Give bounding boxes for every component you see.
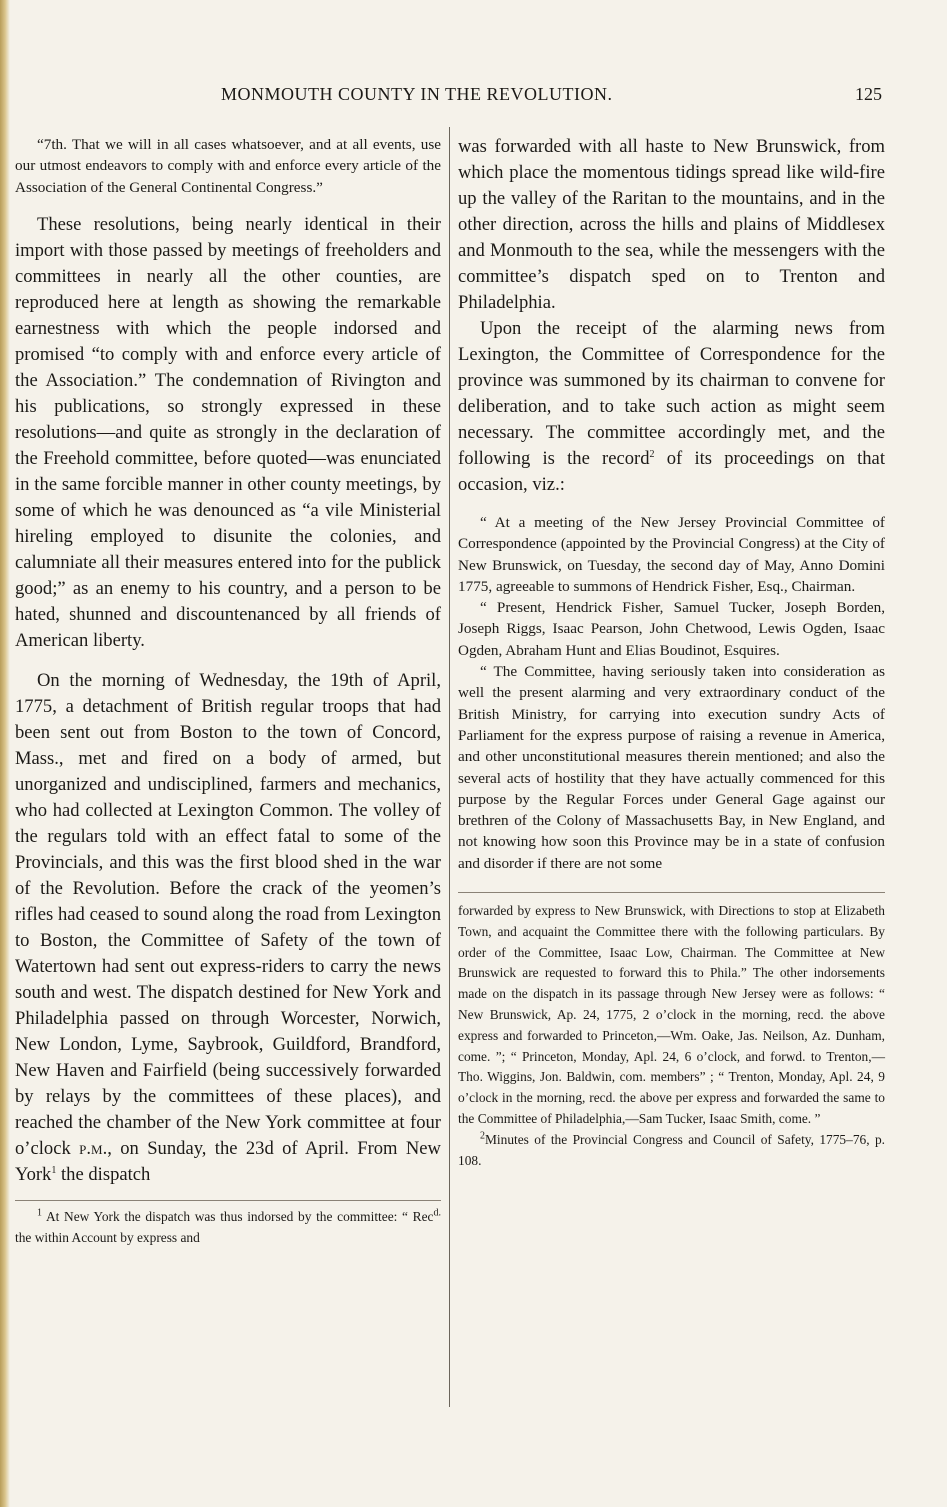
left-column [15, 134, 441, 1248]
paragraph-lexington-text: On the morning of Wednesday, the 19th of April, 1775, a detachment of British regular troops that had been sent out from Boston to the town of Concord, Mass., met and fired on a body of armed, but unorganized and undisciplined, farmers and mechanics, who had collected at Lexington Common. The volley of the regulars told with an effect fatal to some of the Provincials, and this was the first blood shed in the war of the Revolution. Before the crack of the yeomen’s rifles had ceased to sound along the road from Lexington to Boston, the Committee of Safety of the town of Watertown had sent out express-riders to carry the news south and west. The dispatch destined for New York and Philadelphia passed on through Worcester, Norwich, New London, Lyme, Saybrook, Guildford, Brandford, New Haven and Fairfield (being successively forwarded by relays by the committees of these places), and reached the chamber of the New York committee at four o’clock [15, 669, 441, 1159]
page-binding-edge [0, 0, 10, 1507]
minutes-present: “ Present, Hendrick Fisher, Samuel Tucker, Joseph Borden, Joseph Riggs, Isaac Pearson, John Chetwood, Lewis Ogden, Isaac Ogden, Abraham Hunt and Elias Boudinot, Esquires. [458, 599, 885, 659]
paragraph-lexington-tail-b: the dispatch [56, 1163, 151, 1185]
footnote-2-text: Minutes of the Provincial Congress and Council of Safety, 1775–76, p. 108. [458, 1131, 885, 1168]
footnote-1-number: 1 [37, 1207, 42, 1219]
time-pm: p.m. [79, 1137, 108, 1159]
footnote-rule [15, 1200, 441, 1201]
minutes-meeting: “ At a meeting of the New Jersey Provincial Committee of Correspondence (appointed by the Provincial Congress) at the City of New Brunswick, on Tuesday, the second day of May, Anno Domini 1775, agreeable to summons of Hendrick Fisher, Esq., Chairman. [458, 514, 885, 595]
quoted-resolution: “7th. That we will in all cases whatsoever, and at all events, use our utmost endeavors to comply with and enforce every article of the Association of the General Continental Congress.” [15, 136, 441, 196]
footnote-2 [458, 1130, 885, 1172]
column-divider [449, 127, 450, 1407]
running-title: MONMOUTH COUNTY IN THE REVOLUTION. [221, 84, 613, 104]
paragraph-resolutions: These resolutions, being nearly identical in their import with those passed by meetings of freeholders and committees in nearly all the other counties, are reproduced here at length as showing the remarkable earnestness with which the people indorsed and promised “to comply with and enforce every article of the Association.” The condemnation of Rivington and his publications, so strongly expressed in these resolutions—and quite as strongly in the declaration of the Freehold committee, before quoted—was enunciated in the same forcible manner in other county meetings, by some of which he was denounced as “a vile Ministerial hireling employed to disunite the colonies, and calumniate all their measures entered into for the publick good;” as an enemy to his country, and a person to be hated, shunned and discountenanced by all friends of American liberty. [15, 213, 441, 651]
footnote-1-text-b: the within Account by express and [15, 1229, 200, 1245]
footnote-ref-2: 2 [649, 448, 655, 460]
footnote-rule-right [458, 892, 885, 893]
paragraph-committee-tail: of its proceedings on that occasion, viz.: [458, 448, 885, 495]
paragraph-committee-text: Upon the receipt of the alarming news from Lexington, the Committee of Correspondence for the province was summoned by its chairman to convene for deliberation, and to take such action as might seem necessary. The committee accordingly met, and the following is the record [458, 318, 885, 469]
footnote-1-superscript: d. [433, 1207, 441, 1219]
paragraph-committee [458, 316, 885, 498]
paragraph-dispatch: was forwarded with all haste to New Brunswick, from which place the momentous tidings spread like wild-fire up the valley of the Raritan to the mountains, and in the other direction, across the hills and plains of Middlesex and Monmouth to the sea, while the messengers with the committee’s dispatch sped on to Trenton and Philadelphia. [458, 136, 885, 313]
footnote-1-continued: forwarded by express to New Brunswick, with Directions to stop at Elizabeth Town, and acquaint the Committee there with the following particulars. By order of the Committee, Isaac Low, Chairman. The Committee at New Brunswick are requested to forward this to Phila.” The other indorsements made on the dispatch in its passage through New Jersey were as follows: “ New Brunswick, Ap. 24, 1775, 2 o’clock in the morning, recd. the above express and forwarded to Princeton,—Wm. Oake, Jas. Neilson, Az. Dunham, come. ”; “ Princeton, Monday, Apl. 24, 6 o’clock, and forwd. to Trenton,—Tho. Wiggins, Jon. Baldwin, com. members” ; “ Trenton, Monday, Apl. 24, 9 o’clock in the morning, recd. the above per express and forwarded the same to the Committee of Philadelphia,—Sam Tucker, Isaac Smith, come. ” [458, 903, 885, 1127]
paragraph-lexington-tail-a: , on Sunday, the 23d of April. From New York [15, 1137, 441, 1185]
footnote-2-number: 2 [480, 1130, 485, 1142]
page-header [0, 84, 947, 110]
page-number: 125 [855, 84, 882, 104]
right-column [458, 134, 885, 1171]
footnote-1 [15, 1207, 441, 1249]
paragraph-lexington [15, 668, 441, 1188]
footnote-ref-1: 1 [51, 1164, 57, 1176]
footnote-1-text-a: At New York the dispatch was thus indorsed by the committee: “ Rec [42, 1208, 434, 1224]
minutes-committee: “ The Committee, having seriously taken into consideration as well the present alarming and very extraordinary conduct of the British Ministry, for carrying into execution sundry Acts of Parliament for the express purpose of raising a revenue in America, and other unconstitutional measures therein mentioned; and also the several acts of hostility that they have actually commenced for this purpose by the Regular Forces under General Gage against our brethren of the Colony of Massachusetts Bay, in New England, and not knowing how soon this Province may be in a state of confusion and disorder if there are not some [458, 663, 885, 872]
